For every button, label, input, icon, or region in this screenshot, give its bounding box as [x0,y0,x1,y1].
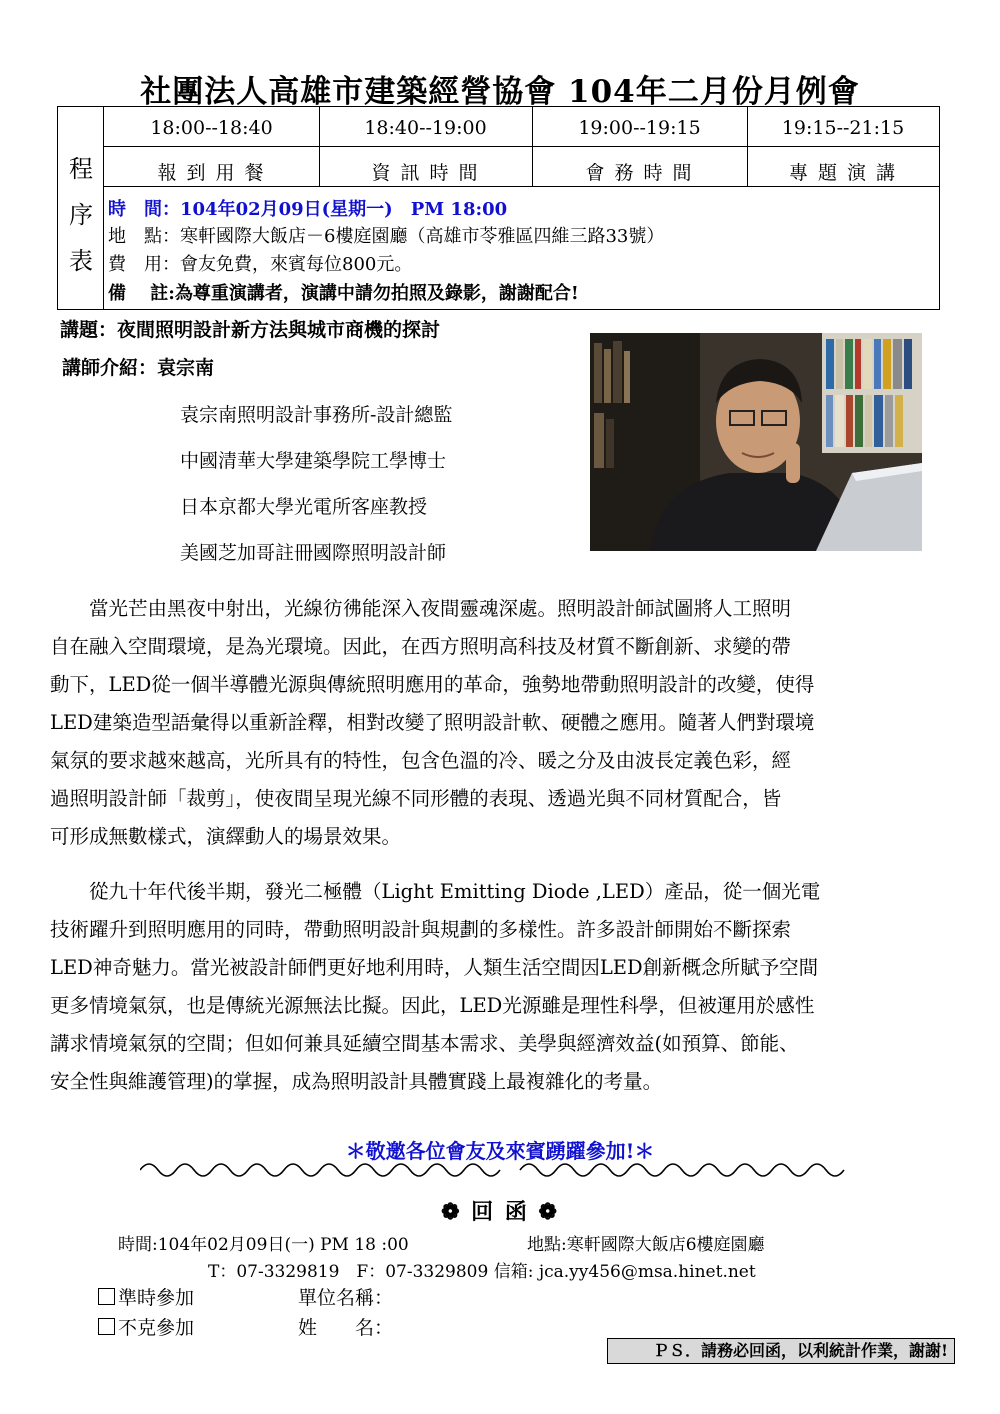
invitation-line: ＊敬邀各位會友及來賓踴躍參加!＊ [345,1139,655,1163]
reply-location: 地點:寒軒國際大飯店6樓庭園廳 [527,1235,765,1255]
event-time-line: 時 間：104年02月09日(星期一) PM 18:00 [108,199,508,220]
speaker-credential: 袁宗南照明設計事務所-設計總監 [180,404,453,426]
schedule-table [57,106,940,310]
not-attend-checkbox[interactable] [98,1318,115,1335]
paragraph-line: 當光芒由黑夜中射出，光線彷彿能深入夜間靈魂深處。照明設計師試圖將人工照明 [50,597,792,620]
person-name-label: 姓 名： [298,1317,394,1339]
attend-checkbox[interactable] [98,1288,115,1305]
schedule-time-4: 19:15--21:15 [781,117,905,139]
paragraph-line: 技術躍升到照明應用的同時，帶動照明設計與規劃的多樣性。許多設計師開始不斷探索 [50,918,792,941]
event-location-line: 地 點：寒軒國際大飯店－6樓庭園廳（高雄市苓雅區四維三路33號） [108,226,665,247]
paragraph-line: 從九十年代後半期，發光二極體（Light Emitting Diode ,LED）產品，從一個光電 [50,880,821,903]
row-divider [104,186,939,187]
speaker-credential: 日本京都大學光電所客座教授 [180,496,428,518]
speaker-credential: 中國清華大學建築學院工學博士 [180,450,447,472]
schedule-side-label [58,107,104,309]
schedule-event-3: 會 務 時 間 [585,162,694,184]
schedule-time-1: 18:00--18:40 [150,117,273,139]
schedule-event-1: 報 到 用 餐 [157,162,266,184]
paragraph-line: 安全性與維護管理)的掌握，成為照明設計具體實踐上最複雜化的考量。 [50,1070,663,1093]
reply-title: ❁ 回 函 ❁ [441,1199,559,1225]
speaker-label: 講師介紹：袁宗南 [62,357,215,379]
unit-name-label: 單位名稱： [298,1287,394,1309]
ornament-divider [140,1158,860,1178]
paragraph-1 [50,590,955,856]
paragraph-line: LED神奇魅力。當光被設計師們更好地利用時，人類生活空間因LED創新概念所賦予空間 [50,956,819,979]
side-label-char-1: 程 [69,155,93,183]
speaker-credential: 美國芝加哥註冊國際照明設計師 [180,542,447,564]
lecture-topic: 講題：夜間照明設計新方法與城市商機的探討 [60,319,441,341]
side-label-char-3: 表 [69,247,93,275]
event-fee-line: 費 用：會友免費，來賓每位800元。 [108,254,413,275]
schedule-event-4: 專 題 演 講 [788,162,898,184]
paragraph-line: 動下，LED從一個半導體光源與傳統照明應用的革命，強勢地帶動照明設計的改變，使得 [50,673,815,696]
row-divider [104,146,939,147]
paragraph-line: 更多情境氣氛，也是傳統光源無法比擬。因此，LED光源雖是理性科學，但被運用於感性 [50,994,815,1017]
event-note-line: 備 註:為尊重演講者，演講中請勿拍照及錄影，謝謝配合! [108,283,579,304]
speaker-photo [590,333,922,551]
page-title: 社團法人高雄市建築經營協會 104年二月份月例會 [140,74,860,110]
not-attend-label: 不克參加 [118,1317,195,1339]
ornament-swirls [140,1158,860,1178]
schedule-time-2: 18:40--19:00 [364,117,487,139]
ps-note: ＰＳ．請務必回函，以利統計作業，謝謝! [607,1338,955,1364]
paragraph-2 [50,873,955,1101]
paragraph-line: 講求情境氣氛的空間；但如何兼具延續空間基本需求、美學與經濟效益(如預算、節能、 [50,1032,799,1055]
schedule-event-2: 資 訊 時 間 [371,162,480,184]
reply-contact: T：07-3329819 F：07-3329809 信箱: jca.yy456@msa.hinet.net [208,1262,756,1282]
paragraph-line: 過照明設計師「裁剪」，使夜間呈現光線不同形體的表現、透過光與不同材質配合，皆 [50,787,782,810]
speaker-photo-illustration [590,333,922,551]
side-label-char-2: 序 [69,201,93,229]
schedule-time-3: 19:00--19:15 [578,117,701,139]
attend-label: 準時參加 [118,1287,195,1309]
paragraph-line: 可形成無數樣式，演繹動人的場景效果。 [50,825,402,848]
paragraph-line: LED建築造型語彙得以重新詮釋，相對改變了照明設計軟、硬體之應用。隨著人們對環境 [50,711,815,734]
paragraph-line: 自在融入空間環境，是為光環境。因此，在西方照明高科技及材質不斷創新、求變的帶 [50,635,792,658]
reply-time: 時間:104年02月09日(一) PM 18 :00 [118,1235,409,1255]
paragraph-line: 氣氛的要求越來越高，光所具有的特性，包含色溫的冷、暖之分及由波長定義色彩，經 [50,749,792,772]
